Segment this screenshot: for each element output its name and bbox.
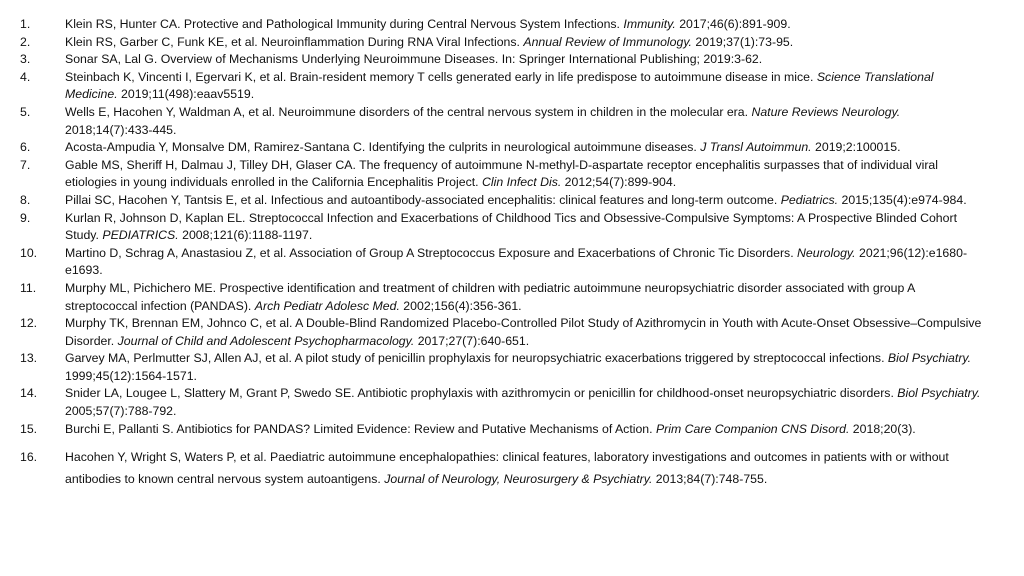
reference-details: 2012;54(7):899-904. [561, 175, 677, 190]
reference-details: 2021;96(12):e1680-e1693. [65, 245, 968, 278]
reference-text [65, 193, 967, 207]
reference-text [65, 17, 791, 31]
reference-journal: PEDIATRICS. [102, 228, 179, 243]
reference-text [65, 386, 980, 418]
reference-journal: Arch Pediatr Adolesc Med. [254, 298, 400, 313]
reference-text [65, 70, 934, 102]
reference-details: 1999;45(12):1564-1571. [65, 368, 197, 383]
reference-authors-title: Steinbach K, Vincenti I, Egervari K, et al. Brain-resident memory T cells generated early in life predispose to autoimmune disease in mice. [65, 69, 817, 84]
reference-authors-title: Kurlan R, Johnson D, Kaplan EL. Streptococcal Infection and Exacerbations of Childhood Tics and Obsessive-Compulsive Symptoms: A Prospective Blinded Cohort Study. [65, 210, 957, 243]
reference-text [65, 246, 967, 278]
reference-details: 2019;2:100015. [811, 140, 901, 155]
reference-journal: Biol Psychiatry. [887, 351, 972, 366]
reference-authors-title: Wells E, Hacohen Y, Waldman A, et al. Neuroimmune disorders of the central nervous system in children in the molecular era. [65, 104, 752, 119]
reference-journal: Annual Review of Immunology. [523, 34, 692, 49]
reference-number: 6. [20, 140, 31, 155]
reference-authors-title: Burchi E, Pallanti S. Antibiotics for PANDAS? Limited Evidence: Review and Putative Mechanisms of Action. [65, 421, 656, 436]
reference-journal: Nature Reviews Neurology. [751, 104, 901, 119]
reference-number: 10. [20, 245, 38, 260]
reference-authors-title: Klein RS, Garber C, Funk KE, et al. Neuroinflammation During RNA Viral Infections. [65, 34, 524, 49]
reference-journal: Science Translational Medicine. [65, 69, 934, 102]
reference-details: 2018;20(3). [849, 421, 916, 436]
reference-authors-title: Sonar SA, Lal G. Overview of Mechanisms Underlying Neuroimmune Diseases. In: Springer International Publishing; 2019:3-62. [65, 52, 763, 67]
reference-journal: J Transl Autoimmun. [700, 140, 812, 155]
reference-authors-title: Pillai SC, Hacohen Y, Tantsis E, et al. Infectious and autoantibody-associated encephalitis: clinical features and long-term outcome. [65, 192, 781, 207]
reference-journal: Neurology. [797, 245, 856, 260]
reference-item [20, 315, 982, 350]
reference-item [20, 385, 982, 420]
reference-number: 2. [20, 34, 31, 49]
reference-text [65, 140, 901, 154]
reference-number: 15. [20, 421, 38, 436]
reference-number: 5. [20, 104, 31, 119]
reference-journal: Prim Care Companion CNS Disord. [655, 421, 850, 436]
reference-list [20, 16, 982, 490]
reference-authors-title: Murphy ML, Pichichero ME. Prospective identification and treatment of children with pediatric autoimmune neuropsychiatric disorder associated with group A streptococcal infection (PANDAS). [65, 280, 915, 313]
reference-item [20, 350, 982, 385]
reference-details: 2002;156(4):356-361. [399, 298, 522, 313]
reference-number: 11. [20, 280, 37, 295]
reference-text [65, 351, 971, 383]
reference-journal: Immunity. [623, 17, 676, 31]
reference-number: 3. [20, 52, 31, 67]
reference-details: 2008;121(6):1188-1197. [178, 228, 313, 243]
reference-journal: Clin Infect Dis. [481, 175, 562, 190]
reference-item [20, 446, 982, 490]
reference-number: 9. [20, 210, 31, 225]
reference-item [20, 157, 982, 192]
reference-details: 2018;14(7):433-445. [65, 122, 177, 137]
reference-authors-title: Hacohen Y, Wright S, Waters P, et al. Paediatric autoimmune encephalopathies: clinical features, laboratory investigations and outcomes in patients with or without antibodies to known central nervous system autoantigens. [65, 450, 949, 487]
reference-text [65, 281, 915, 313]
reference-text [65, 211, 957, 243]
reference-authors-title: Klein RS, Hunter CA. Protective and Pathological Immunity during Central Nervous System Infections. [65, 17, 624, 31]
reference-text [65, 316, 981, 348]
reference-details: 2017;27(7):640-651. [414, 333, 530, 348]
reference-journal: Journal of Child and Adolescent Psychopharmacology. [117, 333, 415, 348]
reference-number: 12. [20, 316, 38, 331]
reference-details: 2017;46(6):891-909. [675, 17, 791, 31]
reference-number: 7. [20, 157, 31, 172]
reference-journal: Biol Psychiatry. [897, 386, 981, 401]
reference-number: 8. [20, 192, 31, 207]
reference-text [65, 105, 900, 137]
reference-details: 2019;37(1):73-95. [691, 34, 794, 49]
reference-item [20, 192, 982, 210]
reference-item [20, 245, 982, 280]
reference-item [20, 421, 982, 439]
reference-details: 2013;84(7):748-755. [652, 472, 768, 487]
reference-item [20, 104, 982, 139]
reference-details: 2019;11(498):eaav5519. [117, 87, 255, 102]
reference-number: 13. [20, 351, 38, 366]
reference-item [20, 280, 982, 315]
reference-authors-title: Martino D, Schrag A, Anastasiou Z, et al. Association of Group A Streptococcus Exposure and Exacerbations of Chronic Tic Disorders. [65, 245, 798, 260]
reference-authors-title: Snider LA, Lougee L, Slattery M, Grant P, Swedo SE. Antibiotic prophylaxis with azithromycin or penicillin for childhood-onset neuropsychiatric disorders. [65, 386, 898, 401]
reference-text [65, 52, 762, 66]
reference-text [65, 450, 949, 486]
reference-details: 2005;57(7):788-792. [65, 404, 177, 419]
reference-item [20, 51, 982, 69]
reference-details: 2015;135(4):e974-984. [838, 192, 967, 207]
reference-authors-title: Acosta-Ampudia Y, Monsalve DM, Ramirez-Santana C. Identifying the culprits in neurological autoimmune diseases. [65, 140, 701, 155]
reference-authors-title: Murphy TK, Brennan EM, Johnco C, et al. A Double-Blind Randomized Placebo-Controlled Pilot Study of Azithromycin in Youth with Acute-Onset Obsessive–Compulsive Disorder. [65, 316, 982, 348]
reference-text [65, 158, 938, 190]
reference-number: 14. [20, 386, 38, 401]
reference-number: 4. [20, 69, 31, 84]
reference-journal: Journal of Neurology, Neurosurgery & Psychiatry. [384, 472, 653, 487]
reference-number: 16. [20, 450, 38, 465]
reference-item [20, 69, 982, 104]
reference-journal: Pediatrics. [780, 192, 839, 207]
reference-authors-title: Gable MS, Sheriff H, Dalmau J, Tilley DH, Glaser CA. The frequency of autoimmune N-methyl-D-aspartate receptor encephalitis surpasses that of individual viral etiologies in young individuals enrolled in the California Encephalitis Project. [65, 157, 938, 190]
reference-authors-title: Garvey MA, Perlmutter SJ, Allen AJ, et al. A pilot study of penicillin prophylaxis for neuropsychiatric exacerbations triggered by streptococcal infections. [65, 351, 888, 366]
reference-item [20, 210, 982, 245]
reference-text [65, 422, 916, 436]
reference-item [20, 34, 982, 52]
reference-text [65, 35, 793, 49]
reference-item [20, 16, 982, 34]
reference-item [20, 139, 982, 157]
reference-number: 1. [20, 17, 31, 31]
